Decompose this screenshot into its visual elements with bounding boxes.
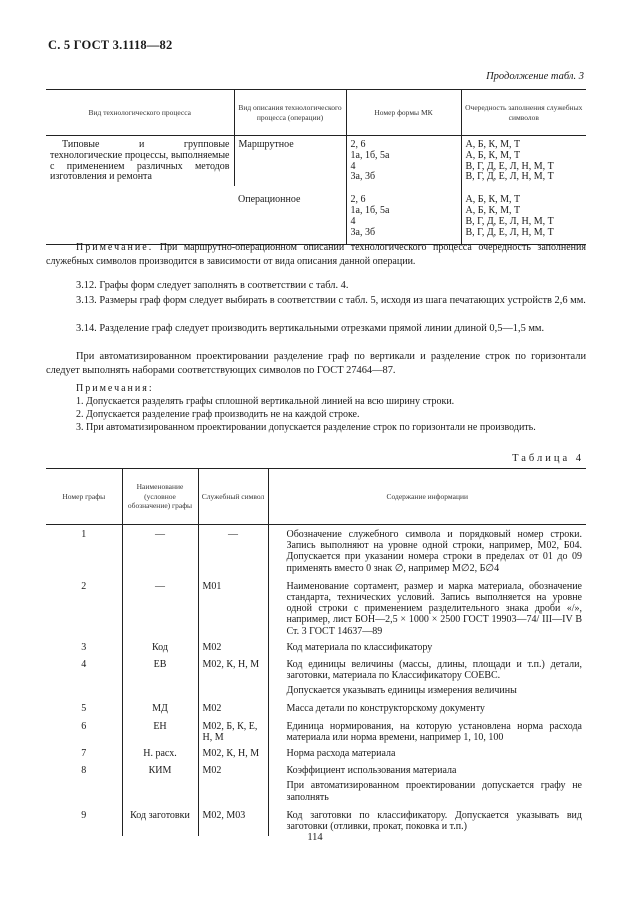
table-row <box>46 699 586 717</box>
content-info <box>268 580 586 638</box>
form-number: 1а, 1б, 5а <box>350 149 390 161</box>
table-3-note <box>46 241 586 269</box>
table-3-header-row <box>46 90 586 136</box>
symbol-order-cell <box>461 186 586 245</box>
table-3-header-kind: Вид описания технологического процесса (операции) <box>234 90 346 136</box>
service-symbol: М02, Б, К, Е, Н, М <box>198 718 268 746</box>
content-info <box>268 656 586 700</box>
table-4-header-row <box>46 469 586 525</box>
table-3-header-process: Вид технологического процесса <box>46 90 234 136</box>
table-row <box>46 762 586 806</box>
content-paragraph: Коэффициент использования материала <box>286 765 457 777</box>
symbol-order: А, Б, К, М, Т <box>465 194 521 206</box>
form-number: 4 <box>350 160 356 172</box>
column-name: МД <box>122 699 198 717</box>
column-name: ЕН <box>122 718 198 746</box>
page-number: 114 <box>307 832 323 843</box>
form-number: 2, 6 <box>350 194 366 206</box>
table-row <box>46 718 586 746</box>
table-row <box>46 656 586 700</box>
paragraph-automated: При автоматизированном проектировании разделение граф по вертикали и разделение строк по горизонтали следует выполнять наборами соответствующих символов по ГОСТ 27464—87. <box>46 351 586 376</box>
column-name: — <box>122 525 198 580</box>
table-4-header-content: Содержание информации <box>268 469 586 525</box>
column-name: — <box>122 580 198 638</box>
form-numbers-cell <box>346 186 461 245</box>
table-3-header-order: Очередность заполнения служебных символов <box>461 90 586 136</box>
column-number: 8 <box>81 765 87 777</box>
table-row <box>46 746 586 762</box>
service-symbol: М02, К, Н, М <box>198 746 268 762</box>
content-info <box>268 746 586 762</box>
symbol-order-cell <box>461 136 586 187</box>
symbol-order: В, Г, Д, Е, Л, Н, М, Т <box>465 160 554 172</box>
note-text: При маршрутно-операционном описании технологического процесса очередность заполнения служебных символов производится в зависимости от вида описания данной операции. <box>46 242 586 267</box>
service-symbol: М02 <box>198 699 268 717</box>
content-paragraph: Наименование сортамент, размер и марка материала, обозначение стандарта, технических условий. Запись выполняется на уровне одной строки с применением разделительного знака дроби «/», например, лист БОН—2,5 × 1000 × 2500 ГОСТ 19903—74/ III—IV В Ст. 3 ГОСТ 14637—89 <box>286 580 582 637</box>
content-paragraph: Код материала по классификатору <box>286 641 433 653</box>
content-info <box>268 762 586 806</box>
content-paragraph: Масса детали по конструкторскому документу <box>286 703 485 715</box>
table-4-header-name: Наименование (условное обозначение) графы <box>122 469 198 525</box>
form-number: 3а, 3б <box>350 171 376 183</box>
content-paragraph: Норма расхода материала <box>286 748 396 759</box>
table-4 <box>46 468 586 836</box>
description-kind-cell: Маршрутное <box>234 136 346 187</box>
symbol-order: В, Г, Д, Е, Л, Н, М, Т <box>465 171 554 183</box>
form-numbers-cell <box>346 136 461 187</box>
column-number: 5 <box>81 703 87 715</box>
symbol-order: А, Б, К, М, Т <box>465 139 521 150</box>
column-name: Код заготовки <box>122 806 198 836</box>
column-number: 3 <box>81 641 87 653</box>
content-paragraph: Код заготовки по классификатору. Допускается указывать вид заготовки (отливки, прокат, поковка и т.п.) <box>286 809 582 832</box>
column-number: 7 <box>81 748 87 759</box>
note-item: 2. Допускается разделение граф производить не на каждой строке. <box>76 409 360 420</box>
service-symbol: М02, К, Н, М <box>198 656 268 700</box>
service-symbol: М02 <box>198 638 268 656</box>
service-symbol: М01 <box>198 580 268 638</box>
notes-label: Примечания: <box>76 383 154 394</box>
symbol-order: В, Г, Д, Е, Л, Н, М, Т <box>465 226 554 238</box>
column-number: 1 <box>81 529 87 540</box>
column-name: Код <box>122 638 198 656</box>
table-row <box>46 525 586 580</box>
description-kind-cell: Операционное <box>238 194 301 206</box>
table-4-header-number: Номер графы <box>46 469 122 525</box>
page-header: С. 5 ГОСТ 3.1118—82 <box>48 38 173 52</box>
table-row <box>46 638 586 656</box>
content-paragraph: Обозначение служебного символа и порядковый номер строки. Запись выполняют на уровне одной строки, например, М02, Б04. Допускается при указании номера строки в пределах от 01 до 09 применять вместо 0 знак ∅, например М∅2, Б∅4 <box>286 529 582 574</box>
column-number: 2 <box>81 580 87 592</box>
table-row <box>46 136 586 187</box>
service-symbol: М02 <box>198 762 268 806</box>
symbol-order: В, Г, Д, Е, Л, Н, М, Т <box>465 215 554 227</box>
note-label: Примечание. <box>76 242 154 253</box>
table-4-header-symbol: Служебный символ <box>198 469 268 525</box>
service-symbol: — <box>198 525 268 580</box>
paragraph-3-14: 3.14. Разделение граф следует производить вертикальными отрезками прямой линии длиной 0,5—1,5 мм. <box>76 323 545 334</box>
notes-block <box>46 382 586 434</box>
table-4-caption: Таблица 4 <box>512 453 584 464</box>
table-3 <box>46 89 586 245</box>
content-paragraph: Единица нормирования, на которую установлена норма расхода материала или норма времени, например 1, 10, 100 <box>286 720 582 743</box>
content-paragraph: Код единицы величины (массы, длины, площади и т.п.) детали, заготовки, материала по Классификатору СОЕВС. <box>286 658 582 682</box>
process-cell: Типовые и групповые технологические процессы, выполняемые с применением различных методов изготовления и ремонта <box>50 139 230 183</box>
content-paragraph: Допускается указывать единицы измерения величины <box>286 685 517 697</box>
column-name: ЕВ <box>122 656 198 700</box>
form-number: 4 <box>350 215 356 227</box>
table-row <box>46 580 586 638</box>
symbol-order: А, Б, К, М, Т <box>465 149 521 161</box>
paragraph-3-13: 3.13. Размеры граф форм следует выбирать в соответствии с табл. 5, исходя из шага печатающих устройств 2,6 мм. <box>76 295 586 306</box>
content-info <box>268 718 586 746</box>
column-name: Н. расх. <box>122 746 198 762</box>
form-number: 1а, 1б, 5а <box>350 204 390 216</box>
column-number: 9 <box>81 809 87 821</box>
paragraph-3-12: 3.12. Графы форм следует заполнять в соответствии с табл. 4. <box>76 280 349 291</box>
content-info <box>268 525 586 580</box>
column-number: 6 <box>81 720 87 732</box>
service-symbol: М02, М03 <box>198 806 268 836</box>
content-info <box>268 638 586 656</box>
table-continuation-label: Продолжение табл. 3 <box>486 71 584 82</box>
column-number: 4 <box>81 658 87 670</box>
content-paragraph: При автоматизированном проектировании допускается графу не заполнять <box>286 780 582 803</box>
note-item: 3. При автоматизированном проектировании допускается разделение строк по горизонтали не производить. <box>76 422 536 433</box>
form-number: 3а, 3б <box>350 226 376 238</box>
form-number: 2, 6 <box>350 139 366 150</box>
table-3-header-form: Номер формы МК <box>346 90 461 136</box>
column-name: КИМ <box>122 762 198 806</box>
note-item: 1. Допускается разделять графы сплошной вертикальной линией на всю ширину строки. <box>76 396 455 407</box>
content-info <box>268 699 586 717</box>
symbol-order: А, Б, К, М, Т <box>465 204 521 216</box>
